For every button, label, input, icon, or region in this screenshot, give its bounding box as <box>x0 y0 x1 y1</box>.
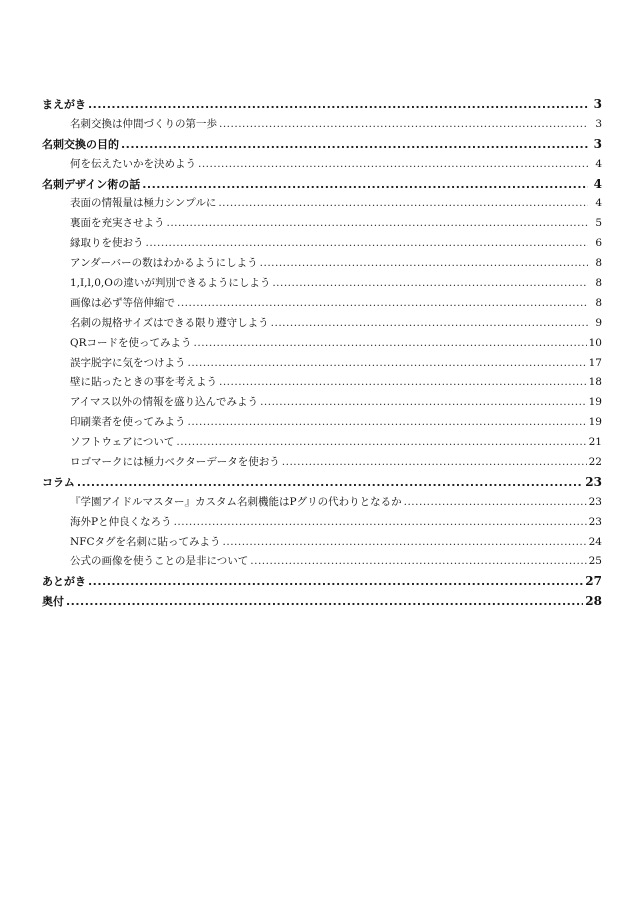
toc-section-entry[interactable] <box>42 234 602 254</box>
toc-entry-title: 公式の画像を使うことの是非について <box>70 555 249 568</box>
toc-dot-leader <box>88 572 583 592</box>
toc-page-number: 8 <box>595 257 602 270</box>
toc-page-number: 22 <box>588 456 602 469</box>
toc-entry-title: 名刺の規格サイズはできる限り遵守しよう <box>70 316 269 329</box>
toc-section-entry[interactable] <box>42 453 602 473</box>
toc-section-entry[interactable] <box>42 354 602 374</box>
toc-section-entry[interactable] <box>42 493 602 513</box>
toc-page-number: 10 <box>588 336 602 349</box>
toc-page-number: 3 <box>593 136 602 151</box>
toc-chapter-entry[interactable] <box>42 473 602 493</box>
toc-section-entry[interactable] <box>42 433 602 453</box>
toc-section-entry[interactable] <box>42 413 602 433</box>
toc-chapter-entry[interactable] <box>42 95 602 115</box>
toc-entry-title: 縁取りを使おう <box>70 237 144 250</box>
toc-entry-title: 名刺デザイン術の話 <box>42 177 141 191</box>
toc-section-entry[interactable] <box>42 334 602 354</box>
toc-entry-title: 1,I,l,0,Oの違いが判別できるようにしよう <box>70 277 271 290</box>
toc-page-number: 28 <box>585 594 602 609</box>
toc-page-number: 23 <box>585 474 602 489</box>
toc-entry-title: 名刺交換は仲間づくりの第一歩 <box>70 117 217 130</box>
toc-section-entry[interactable] <box>42 194 602 214</box>
toc-entry-title: ロゴマークには極力ベクターデータを使おう <box>70 456 280 469</box>
toc-page-number: 4 <box>595 197 602 210</box>
toc-dot-leader <box>219 373 587 393</box>
toc-section-entry[interactable] <box>42 393 602 413</box>
toc-section-entry[interactable] <box>42 115 602 135</box>
toc-section-entry[interactable] <box>42 155 602 175</box>
toc-dot-leader <box>272 274 588 294</box>
toc-dot-leader <box>177 294 588 314</box>
toc-dot-leader <box>194 334 587 354</box>
toc-entry-title: NFCタグを名刺に貼ってみよう <box>70 535 221 548</box>
toc-section-entry[interactable] <box>42 533 602 553</box>
toc-section-entry[interactable] <box>42 274 602 294</box>
toc-page-number: 23 <box>588 515 602 528</box>
toc-entry-title: 『学園アイドルマスター』カスタム名刺機能はPグリの代わりとなるか <box>70 495 402 508</box>
toc-page-number: 8 <box>595 296 602 309</box>
toc-page-number: 4 <box>595 157 602 170</box>
table-of-contents <box>42 95 602 612</box>
toc-dot-leader <box>174 513 587 533</box>
toc-entry-title: 裏面を充実させよう <box>70 217 165 230</box>
toc-page-number: 9 <box>595 316 602 329</box>
toc-dot-leader <box>223 533 587 553</box>
toc-chapter-entry[interactable] <box>42 135 602 155</box>
toc-page-number: 21 <box>588 436 602 449</box>
toc-page-number: 3 <box>595 117 602 130</box>
toc-entry-title: 壁に貼ったときの事を考えよう <box>70 376 217 389</box>
toc-section-entry[interactable] <box>42 214 602 234</box>
toc-page-number: 17 <box>588 356 602 369</box>
toc-entry-title: 印刷業者を使ってみよう <box>70 416 186 429</box>
toc-entry-title: 表面の情報量は極力シンプルに <box>70 197 217 210</box>
toc-section-entry[interactable] <box>42 254 602 274</box>
toc-page-number: 3 <box>593 97 602 111</box>
toc-entry-title: アイマス以外の情報を盛り込んでみよう <box>70 396 259 409</box>
toc-chapter-entry[interactable] <box>42 175 602 195</box>
toc-dot-leader <box>250 552 586 572</box>
toc-section-entry[interactable] <box>42 552 602 572</box>
toc-dot-leader <box>271 314 588 334</box>
toc-entry-title: コラム <box>42 475 75 489</box>
toc-dot-leader <box>198 155 588 175</box>
toc-entry-title: 海外Pと仲良くなろう <box>70 515 172 528</box>
toc-dot-leader <box>66 592 583 612</box>
toc-dot-leader <box>77 473 583 493</box>
toc-chapter-entry[interactable] <box>42 572 602 592</box>
toc-entry-title: まえがき <box>42 98 86 111</box>
toc-page-number: 25 <box>588 555 602 568</box>
toc-dot-leader <box>188 413 587 433</box>
toc-entry-title: 何を伝えたいかを決めよう <box>70 157 196 170</box>
toc-section-entry[interactable] <box>42 373 602 393</box>
toc-dot-leader <box>260 254 588 274</box>
toc-dot-leader <box>146 234 589 254</box>
toc-page-number: 8 <box>595 277 602 290</box>
toc-page-number: 4 <box>593 176 602 191</box>
toc-dot-leader <box>219 115 588 135</box>
toc-entry-title: あとがき <box>42 575 86 589</box>
toc-dot-leader <box>282 453 587 473</box>
toc-page-number: 19 <box>588 416 602 429</box>
toc-entry-title: ソフトウェアについて <box>70 436 175 449</box>
toc-dot-leader <box>121 135 588 155</box>
toc-dot-leader <box>167 214 589 234</box>
toc-page-number: 27 <box>585 574 602 589</box>
toc-dot-leader <box>218 194 588 214</box>
toc-page-number: 24 <box>588 535 602 548</box>
toc-chapter-entry[interactable] <box>42 592 602 612</box>
toc-page-number: 19 <box>588 396 602 409</box>
toc-page-number: 23 <box>588 495 602 508</box>
toc-dot-leader <box>176 433 586 453</box>
toc-dot-leader <box>88 95 588 115</box>
toc-entry-title: 画像は必ず等倍伸縮で <box>70 296 175 309</box>
toc-section-entry[interactable] <box>42 314 602 334</box>
toc-entry-title: 名刺交換の目的 <box>42 137 119 151</box>
toc-section-entry[interactable] <box>42 294 602 314</box>
toc-dot-leader <box>142 175 588 195</box>
toc-dot-leader <box>260 393 587 413</box>
toc-page-number: 6 <box>595 237 602 250</box>
toc-entry-title: 奥付 <box>42 595 64 609</box>
toc-entry-title: QRコードを使ってみよう <box>70 336 192 349</box>
toc-entry-title: アンダーバーの数はわかるようにしよう <box>70 257 258 270</box>
toc-page-number: 18 <box>588 376 602 389</box>
toc-entry-title: 誤字脱字に気をつけよう <box>70 356 186 369</box>
toc-dot-leader <box>404 493 587 513</box>
toc-page-number: 5 <box>595 217 602 230</box>
toc-section-entry[interactable] <box>42 513 602 533</box>
toc-dot-leader <box>188 354 587 374</box>
